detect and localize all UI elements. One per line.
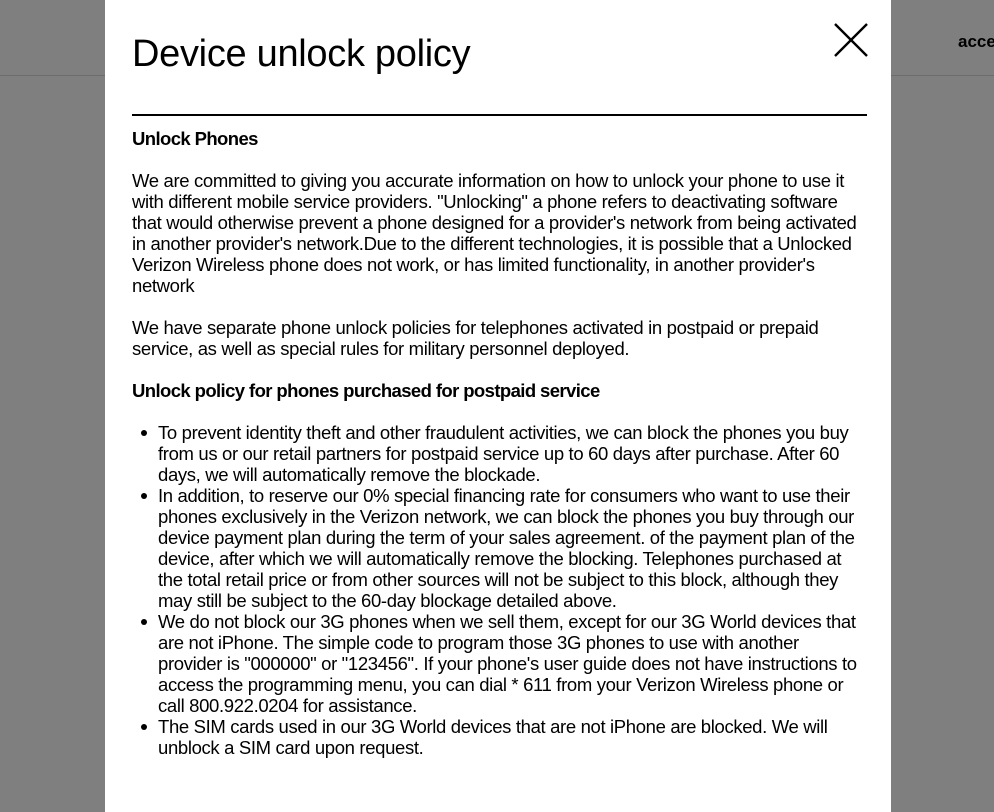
list-item: We do not block our 3G phones when we sell them, except for our 3G World devices that are not iPhone. The simple code to program those 3G phones to use with another provider is "000000" or "123456". If your phone's user guide does not have instructions to access the programming menu, you can dial * 611 from your Verizon Wireless phone or call 800.922.0204 for assistance.	[132, 611, 860, 716]
postpaid-policy-list	[132, 422, 860, 758]
unlock-policy-modal	[105, 0, 891, 812]
list-item: The SIM cards used in our 3G World devices that are not iPhone are blocked. We will unblock a SIM card upon request.	[132, 716, 860, 758]
section-heading-postpaid: Unlock policy for phones purchased for postpaid service	[132, 380, 600, 401]
modal-content	[132, 128, 860, 758]
policy-overview-paragraph: We have separate phone unlock policies for telephones activated in postpaid or prepaid service, as well as special rules for military personnel deployed.	[132, 317, 819, 359]
close-icon	[833, 22, 869, 58]
list-item: To prevent identity theft and other fraudulent activities, we can block the phones you buy from us or our retail partners for postpaid service up to 60 days after purchase. After 60 days, we will automatically remove the blockade.	[132, 422, 860, 485]
modal-title: Device unlock policy	[132, 33, 471, 75]
title-divider	[132, 114, 867, 116]
section-heading-unlock-phones: Unlock Phones	[132, 128, 258, 149]
intro-paragraph: We are committed to giving you accurate information on how to unlock your phone to use it with different mobile service providers. "Unlocking" a phone refers to deactivating software that would otherwise prevent a phone designed for a provider's network from being activated in another provider's network.Due to the different technologies, it is possible that a Unlocked Verizon Wireless phone does not work, or has limited functionality, in another provider's network	[132, 170, 857, 296]
list-item: In addition, to reserve our 0% special financing rate for consumers who want to use their phones exclusively in the Verizon network, we can block the phones you buy through our device payment plan during the term of your sales agreement. of the payment plan of the device, after which we will automatically remove the blocking. Telephones purchased at the total retail price or from other sources will not be subject to this block, although they may still be subject to the 60-day blockage detailed above.	[132, 485, 860, 611]
close-button[interactable]	[833, 22, 869, 58]
